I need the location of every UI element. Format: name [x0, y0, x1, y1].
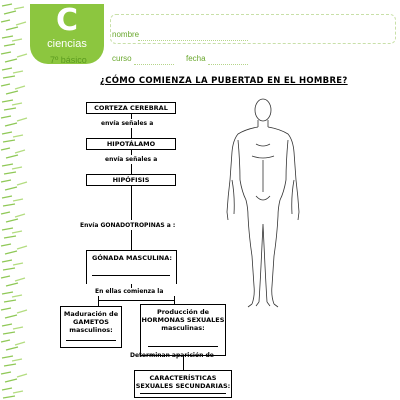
grade-label: 7º básico	[50, 55, 87, 65]
header-fields	[110, 14, 396, 66]
traits-answer-line[interactable]	[140, 393, 226, 394]
connector-line	[174, 296, 175, 304]
connector-line	[98, 296, 99, 306]
date-label: fecha	[186, 54, 206, 63]
node-hormones-label: Producción de HORMONAS SEXUALES masculinas:	[141, 308, 225, 332]
node-gonad-side	[86, 250, 87, 284]
worksheet-title: ¿CÓMO COMIENZA LA PUBERTAD EN EL HOMBRE?	[100, 76, 348, 86]
connector-line	[183, 360, 184, 370]
name-field[interactable]	[138, 40, 248, 41]
connector-text-4: En ellas comienza la	[95, 288, 164, 295]
node-hormones	[140, 304, 226, 356]
connector-text-2: envía señales a	[105, 156, 158, 163]
node-traits-label: CARACTERÍSTICAS SEXUALES SECUNDARIAS:	[135, 374, 231, 390]
connector-line	[131, 186, 132, 220]
male-body-outline-icon	[218, 96, 308, 308]
node-pituitary: HIPÓFISIS	[86, 174, 176, 186]
connector-line	[131, 150, 132, 155]
connector-line	[131, 230, 132, 250]
node-gonad: GÓNADA MASCULINA:	[92, 254, 172, 262]
connector-text-5: Determinan aparición de	[130, 352, 214, 359]
course-field[interactable]	[134, 64, 174, 65]
node-gametes-label: Maduración de GAMETOS masculinos:	[63, 310, 119, 334]
gametes-answer-line[interactable]	[66, 340, 116, 341]
name-label: nombre	[112, 30, 140, 39]
gonad-answer-line[interactable]	[92, 275, 170, 276]
connector-text-3: Envía GONADOTROPINAS a :	[80, 222, 176, 229]
connector-line	[131, 164, 132, 174]
node-gametes	[60, 306, 122, 348]
node-hypothalamus: HIPOTÁLAMO	[86, 138, 176, 150]
logo-letter: C	[55, 3, 79, 38]
node-gonad-side	[176, 250, 177, 284]
logo-subject: ciencias	[47, 38, 87, 50]
node-cortex: CORTEZA CEREBRAL	[86, 102, 176, 114]
hormones-answer-line[interactable]	[148, 346, 218, 347]
date-field[interactable]	[208, 64, 248, 65]
decorative-stripe	[0, 0, 28, 400]
connector-text-1: envía señales a	[101, 120, 154, 127]
connector-split-line	[98, 300, 174, 301]
connector-line	[131, 114, 132, 119]
course-label: curso	[112, 54, 132, 63]
connector-line	[131, 128, 132, 138]
node-gonad-top	[86, 250, 176, 251]
